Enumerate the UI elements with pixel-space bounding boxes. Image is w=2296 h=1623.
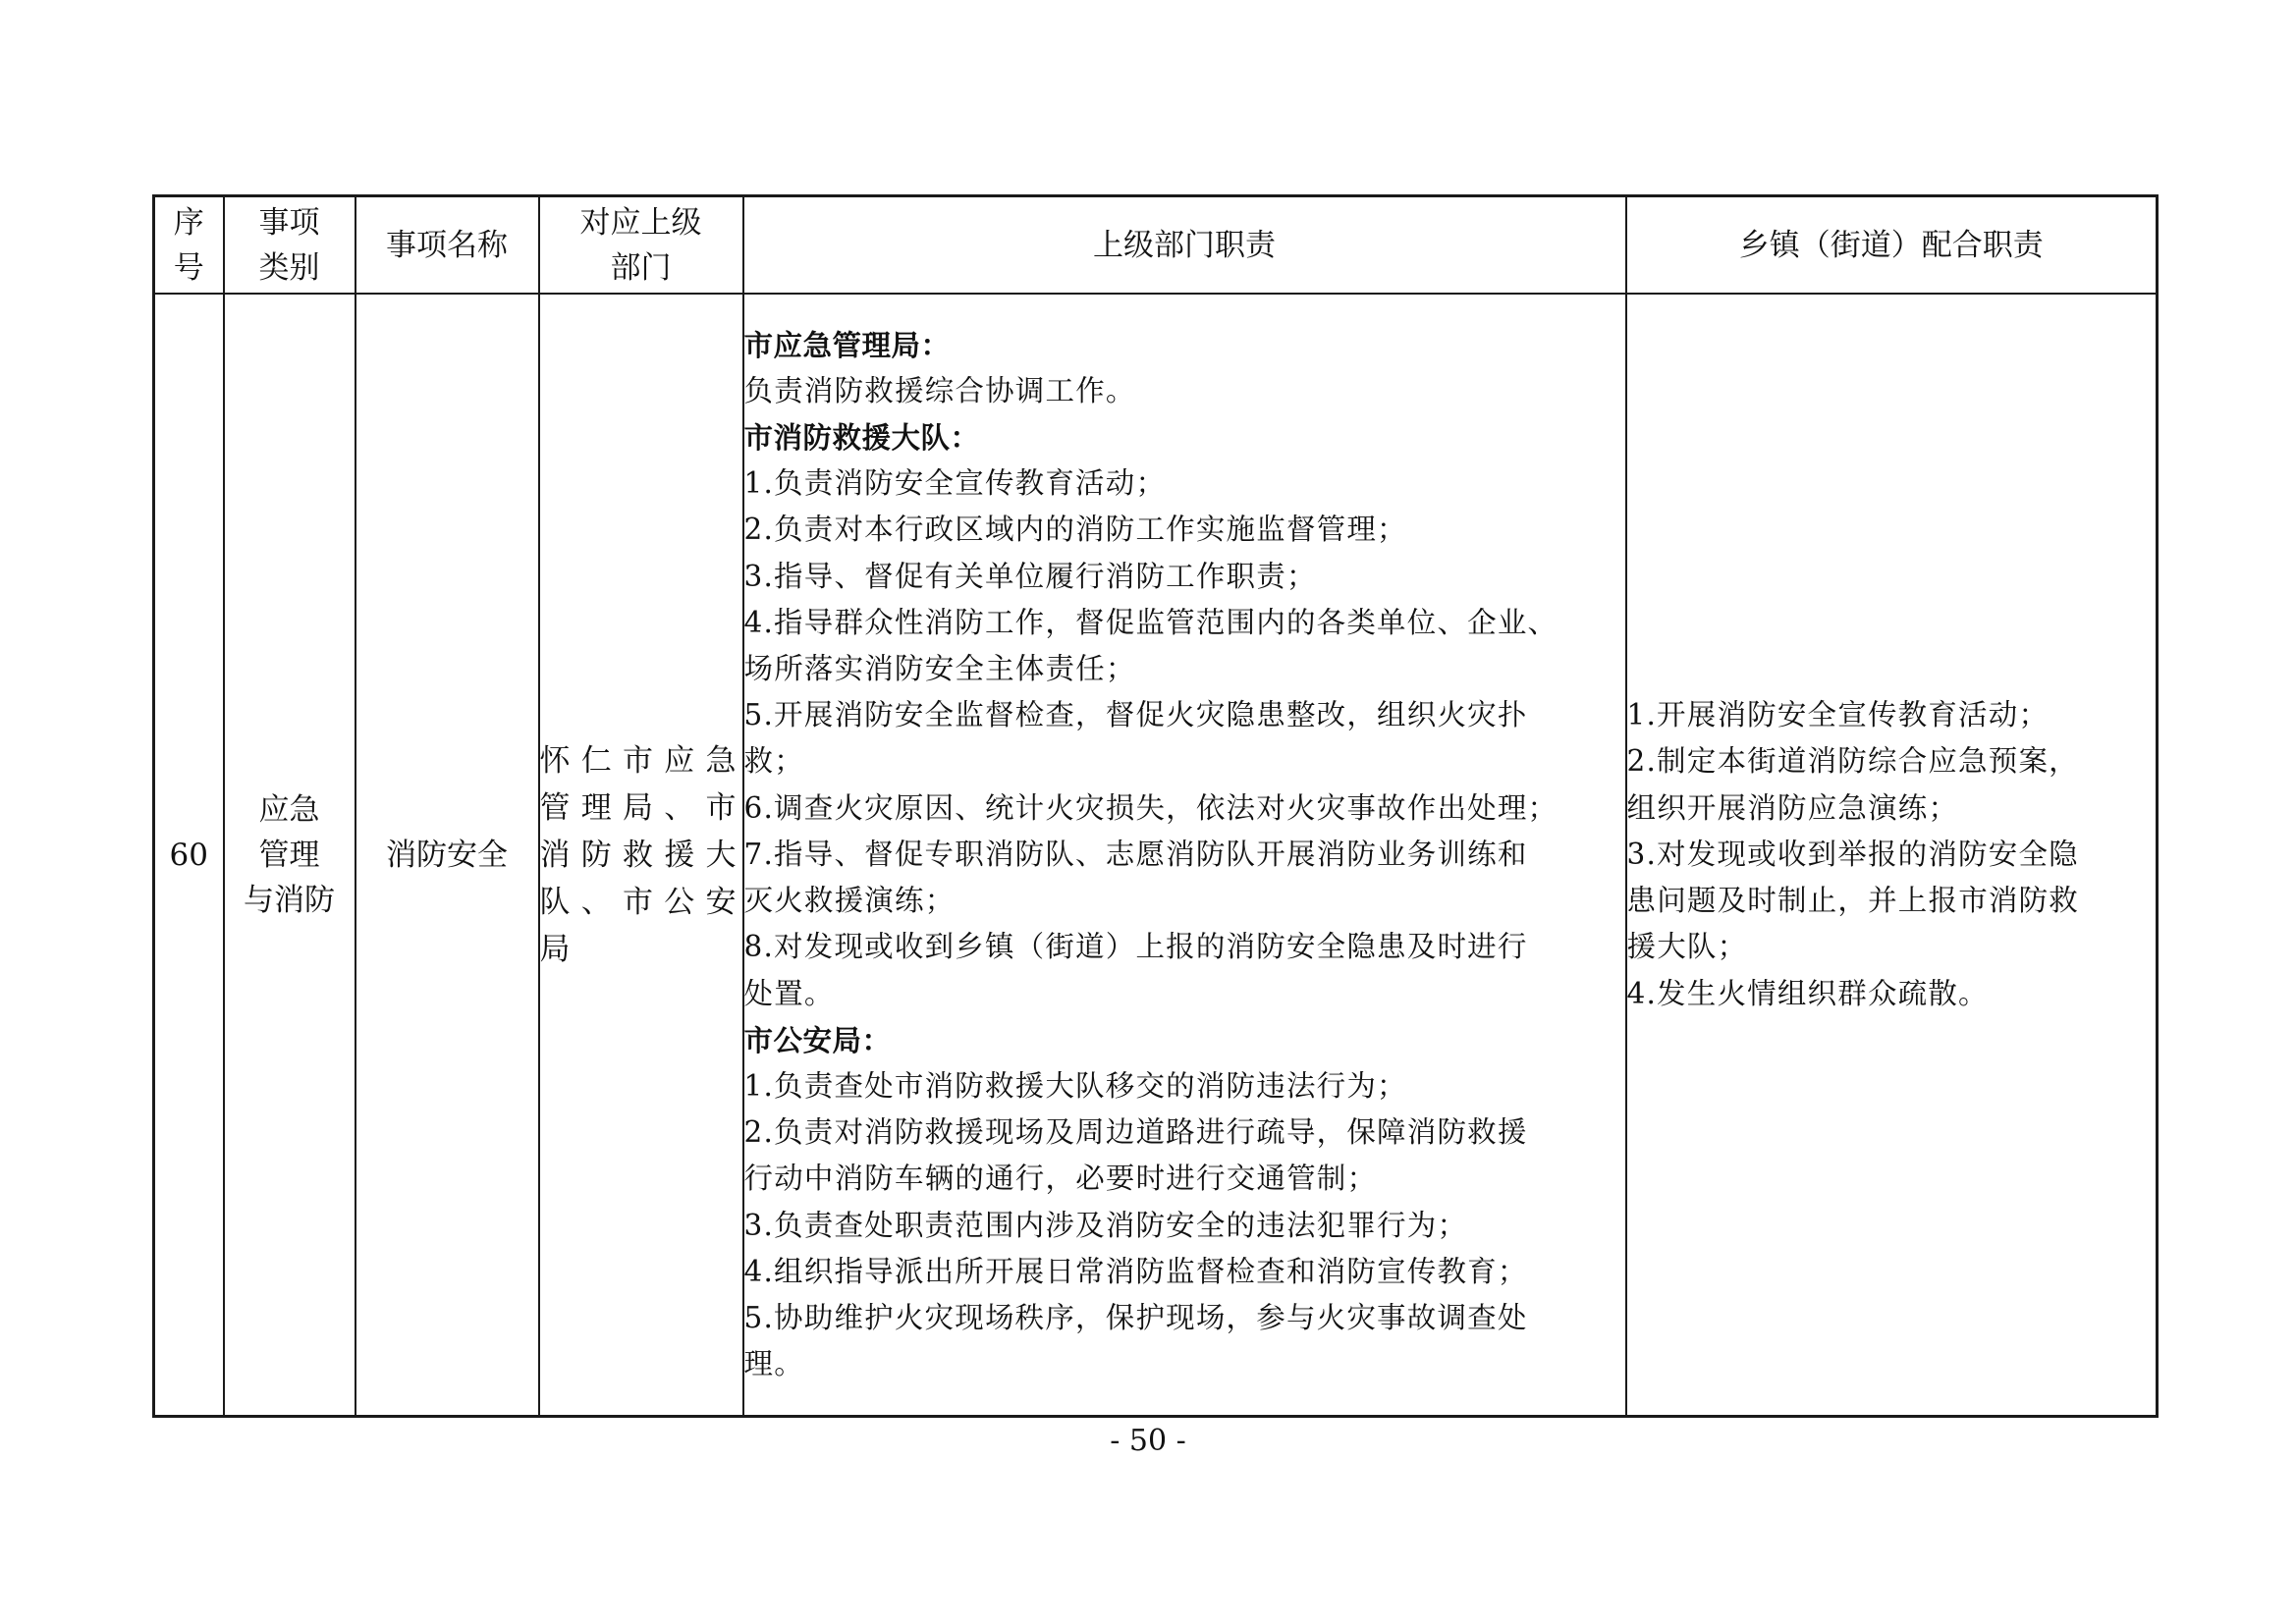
upper-duty-line: 8.对发现或收到乡镇（街道）上报的消防安全隐患及时进行 [743,930,1528,964]
cell-upper-duty [743,294,1626,1417]
upper-duty-line: 市消防救援大队： [743,420,980,456]
town-duty-line: 3.对发现或收到举报的消防安全隐 [1626,837,2079,871]
upper-duty-line: 1.负责查处市消防救援大队移交的消防违法行为； [743,1068,1407,1103]
upper-duty-line: 4.组织指导派出所开展日常消防监督检查和消防宣传教育； [743,1254,1528,1288]
cell-seq: 60 [154,294,224,1417]
cell-dept: 怀仁市应急管理局、市消防救援大队、市公安局 [539,294,743,1417]
upper-duty-line: 1.负责消防安全宣传教育活动； [743,466,1167,501]
town-duty-line: 4.发生火情组织群众疏散。 [1626,976,1989,1010]
header-seq [154,196,224,295]
upper-duty-line: 7.指导、督促专职消防队、志愿消防队开展消防业务训练和 [743,837,1528,871]
header-seq-line-1: 序 [173,204,204,241]
cell-category-line-3: 与消防 [244,882,335,918]
page-number: - 50 - [1110,1424,1186,1458]
cell-item-name: 消防安全 [355,294,539,1417]
header-category-line-2: 类别 [258,249,320,286]
header-dept [539,196,743,295]
town-duty-line: 组织开展消防应急演练； [1626,790,1959,825]
header-dept-line-2: 部门 [610,249,672,286]
header-category-line-1: 事项 [258,204,320,241]
table-row [154,294,2158,1417]
upper-duty-line: 3.负责查处职责范围内涉及消防安全的违法犯罪行为； [743,1208,1468,1242]
cell-category-line-2: 管理 [258,837,320,873]
town-duty-line: 援大队； [1626,930,1748,964]
upper-duty-line: 市公安局： [743,1022,892,1057]
upper-duty-line: 6.调查火灾原因、统计火灾损失，依法对火灾事故作出处理； [743,790,1558,825]
upper-duty-line: 救； [743,744,804,779]
upper-duty-line: 2.负责对消防救援现场及周边道路进行疏导，保障消防救援 [743,1115,1528,1150]
header-upper-duty: 上级部门职责 [743,196,1626,295]
header-name: 事项名称 [355,196,539,295]
table-header-row [154,196,2158,295]
upper-duty-line: 4.指导群众性消防工作，督促监管范围内的各类单位、企业、 [743,605,1558,639]
town-duty-line: 患问题及时制止，并上报市消防救 [1626,884,2080,918]
upper-duty-line: 2.负责对本行政区域内的消防工作实施监督管理； [743,513,1407,547]
upper-duty-line: 灭火救援演练； [743,884,956,918]
upper-duty-line: 处置。 [743,976,835,1010]
header-seq-line-2: 号 [173,249,204,286]
cell-category-line-1: 应急 [258,791,320,828]
upper-duty-line: 行动中消防车辆的通行，必要时进行交通管制； [743,1162,1378,1196]
cell-town-duty [1626,294,2158,1417]
town-duty-line: 2.制定本街道消防综合应急预案， [1626,744,2079,779]
duty-table [152,194,2159,1418]
upper-duty-line: 理。 [743,1347,804,1381]
header-category [224,196,355,295]
upper-duty-line: 负责消防救援综合协调工作。 [743,373,1136,407]
town-duty-line: 1.开展消防安全宣传教育活动； [1626,698,2050,732]
upper-duty-line: 5.协助维护火灾现场秩序，保护现场，参与火灾事故调查处 [743,1300,1528,1334]
upper-duty-line: 5.开展消防安全监督检查，督促火灾隐患整改，组织火灾扑 [743,698,1528,732]
upper-duty-line: 市应急管理局： [743,327,951,362]
upper-duty-line: 3.指导、督促有关单位履行消防工作职责； [743,559,1317,593]
header-dept-line-1: 对应上级 [579,204,702,241]
cell-category [224,294,355,1417]
upper-duty-line: 场所落实消防安全主体责任； [743,652,1136,686]
header-town-duty: 乡镇（街道）配合职责 [1626,196,2158,295]
